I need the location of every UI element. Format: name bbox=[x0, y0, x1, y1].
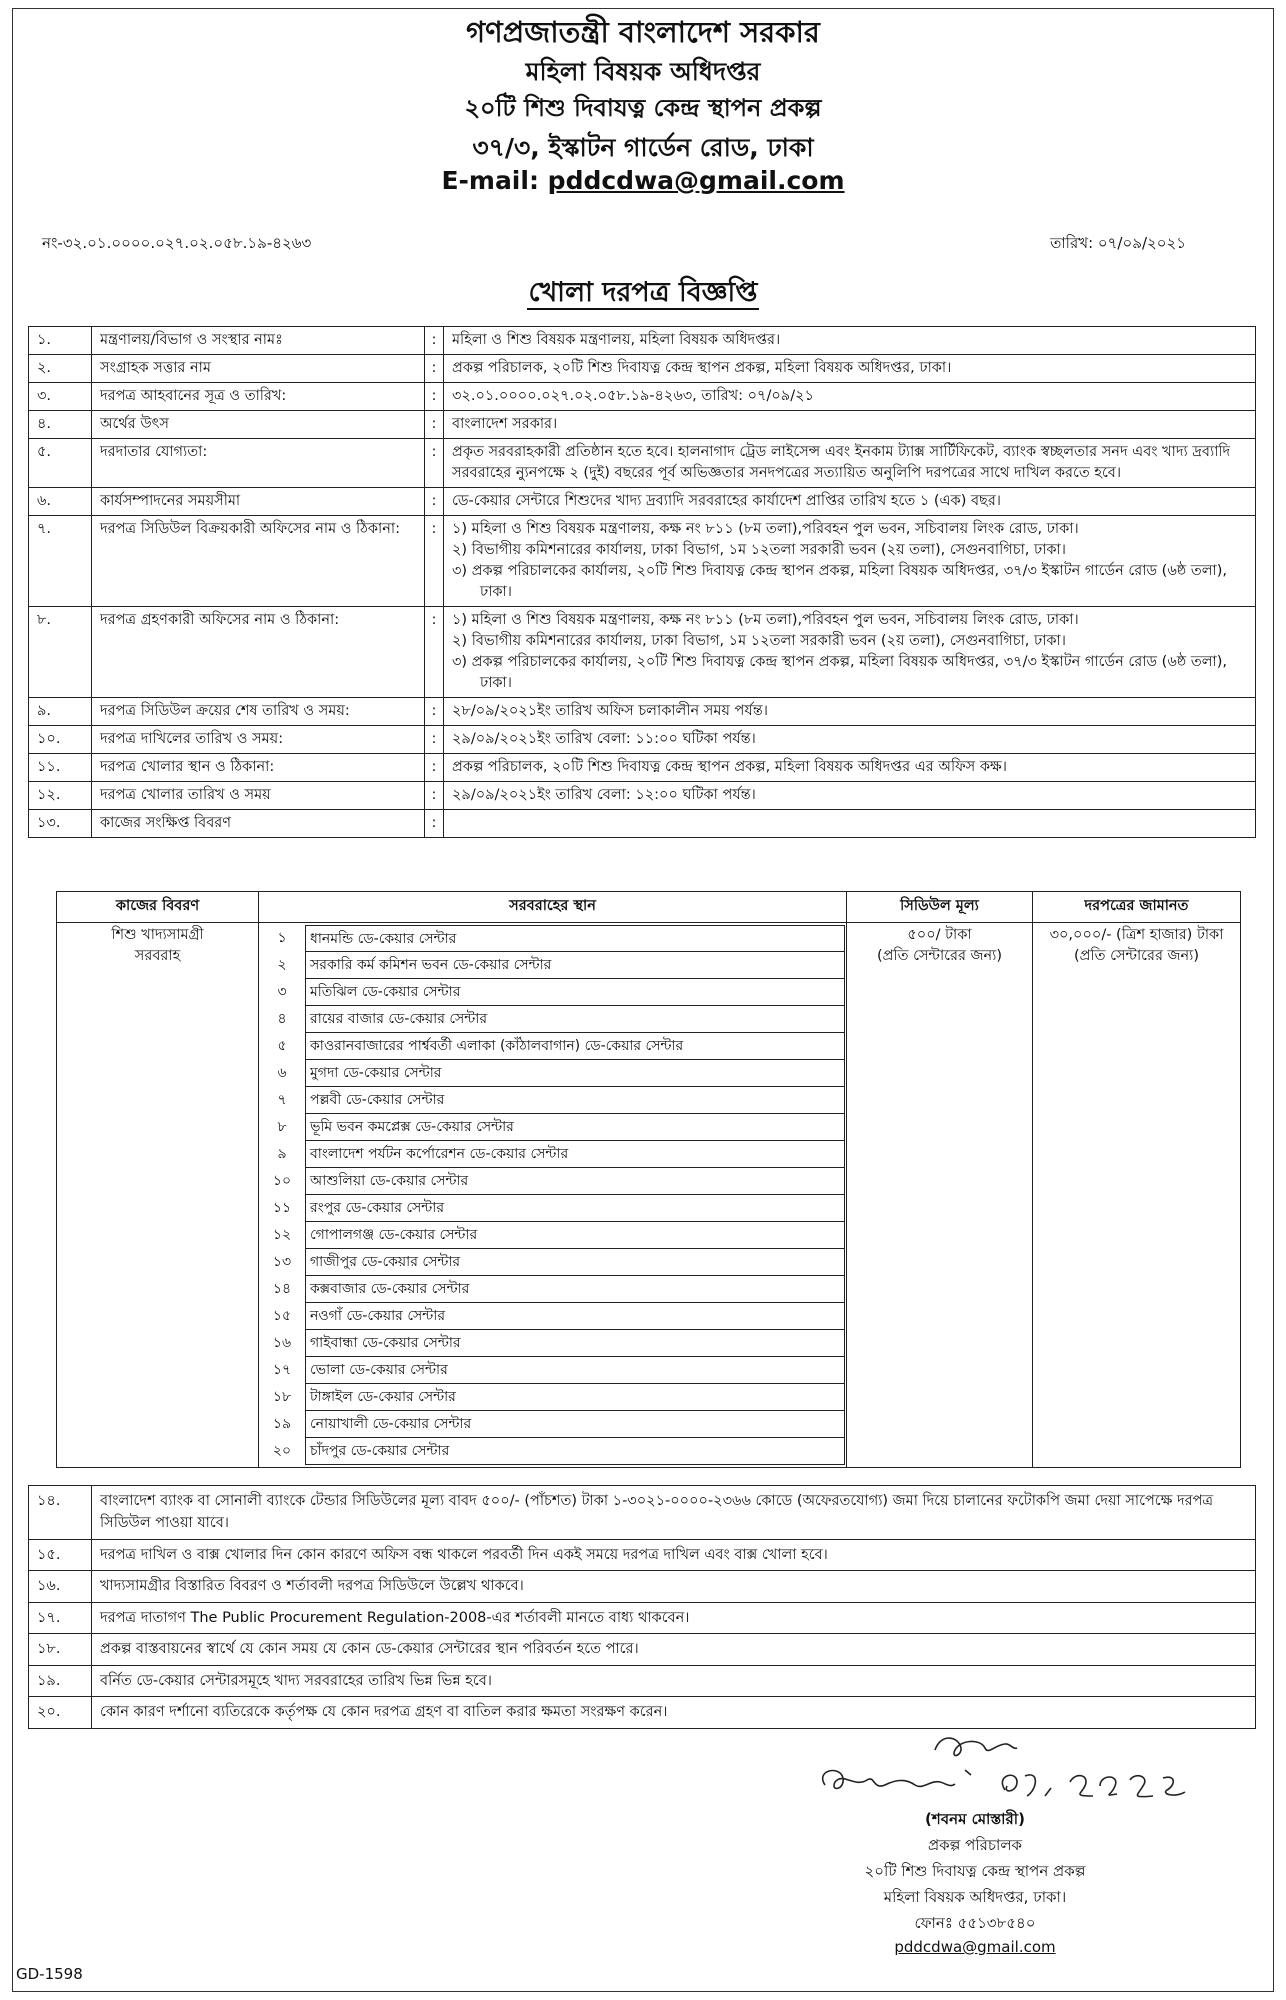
table-row bbox=[29, 1539, 1256, 1570]
security-note: (প্রতি সেন্টারের জন্য) bbox=[1073, 948, 1200, 965]
row-key: দরদাতার যোগ্যতা: bbox=[92, 439, 425, 488]
row-number: ১০. bbox=[29, 726, 92, 754]
header-email-link[interactable]: pddcdwa@gmail.com bbox=[547, 166, 845, 195]
location-number: ৩ bbox=[277, 984, 287, 1001]
table-row bbox=[29, 1602, 1256, 1633]
row-colon: : bbox=[425, 726, 444, 754]
row-colon: : bbox=[425, 411, 444, 439]
list-item bbox=[259, 1276, 846, 1303]
row-colon: : bbox=[425, 383, 444, 411]
row-key: দরপত্র খোলার তারিখ ও সময় bbox=[92, 782, 425, 810]
location-number: ৭ bbox=[277, 1092, 287, 1109]
table-row bbox=[29, 411, 1256, 439]
location-number: ১১ bbox=[272, 1200, 292, 1217]
table-row bbox=[29, 1486, 1256, 1540]
term-number: ১৬. bbox=[29, 1571, 92, 1602]
row-colon: : bbox=[425, 516, 444, 607]
gov-title: গণপ্রজাতন্ত্রী বাংলাদেশ সরকার bbox=[466, 15, 820, 49]
row-key: সংগ্রাহক সত্তার নাম bbox=[92, 355, 425, 383]
terms-table bbox=[28, 1485, 1256, 1729]
location-name: ধানমন্ডি ডে-কেয়ার সেন্টার bbox=[305, 925, 845, 952]
row-colon: : bbox=[425, 810, 444, 838]
location-number: ১৭ bbox=[272, 1362, 292, 1379]
term-number: ১৫. bbox=[29, 1539, 92, 1570]
location-number: ২০ bbox=[272, 1443, 292, 1460]
row-number: ১১. bbox=[29, 754, 92, 782]
location-name: বাংলাদেশ পর্যটন কর্পোরেশন ডে-কেয়ার সেন্টার bbox=[305, 1141, 845, 1168]
table-row bbox=[29, 516, 1256, 607]
list-item bbox=[259, 1249, 846, 1276]
term-text: খাদ্যসামগ্রীর বিস্তারিত বিবরণ ও শর্তাবলী দরপত্র সিডিউলে উল্লেখ থাকবে। bbox=[92, 1571, 1256, 1602]
signatory-phone: ফোনঃ ৫৫১৩৮৫৪০ bbox=[914, 1914, 1036, 1932]
location-name: কক্সবাজার ডে-কেয়ার সেন্টার bbox=[305, 1276, 845, 1303]
sale-office-3: ৩) প্রকল্প পরিচালকের কার্যালয়, ২০টি শিশু দিবাযত্ন কেন্দ্র স্থাপন প্রকল্প, মহিলা বিষয়ক অধিদপ্তর, ৩৭/৩ ইস্কাটন গার্ডেন রোড (৬ষ্ঠ তলা), ঢাকা। bbox=[452, 563, 1227, 601]
notice-title bbox=[0, 272, 1286, 317]
row-value bbox=[444, 516, 1256, 607]
list-item bbox=[259, 1222, 846, 1249]
row-key: কাজের সংক্ষিপ্ত বিবরণ bbox=[92, 810, 425, 838]
row-colon: : bbox=[425, 754, 444, 782]
row-value: ২৮/০৯/২০২১ইং তারিখ অফিস চলাকালীন সময় পর্যন্ত। bbox=[444, 698, 1256, 726]
location-list bbox=[259, 923, 847, 1468]
location-number: ১৪ bbox=[272, 1281, 292, 1298]
document-id: GD-1598 bbox=[16, 1965, 83, 1983]
work-items-table bbox=[56, 891, 1241, 1468]
list-item bbox=[259, 1384, 846, 1411]
row-colon: : bbox=[425, 607, 444, 698]
row-value: ৩২.০১.০০০০.০২৭.০২.০৫৮.১৯-৪২৬৩, তারিখ: ০৭/০৯/২১ bbox=[444, 383, 1256, 411]
col-header-price: সিডিউল মূল্য bbox=[847, 892, 1033, 923]
location-number: ২ bbox=[277, 957, 287, 974]
signatory-department: মহিলা বিষয়ক অধিদপ্তর, ঢাকা। bbox=[883, 1888, 1067, 1906]
signatory-designation: প্রকল্প পরিচালক bbox=[927, 1836, 1022, 1854]
col-header-security: দরপত্রের জামানত bbox=[1033, 892, 1241, 923]
row-number: ১. bbox=[29, 327, 92, 355]
sale-office-2: ২) বিভাগীয় কমিশনারের কার্যালয়, ঢাকা বিভাগ, ১ম ১২তলা সরকারী ভবন (২য় তলা), সেগুনবাগিচা, ঢাকা। bbox=[452, 542, 1066, 559]
row-number: ৬. bbox=[29, 488, 92, 516]
handwritten-signature bbox=[755, 1730, 1235, 1810]
table-row bbox=[29, 1571, 1256, 1602]
table-row bbox=[29, 754, 1256, 782]
row-value: মহিলা ও শিশু বিষয়ক মন্ত্রণালয়, মহিলা বিষয়ক অধিদপ্তর। bbox=[444, 327, 1256, 355]
table-row bbox=[57, 923, 1241, 1468]
location-number: ১৫ bbox=[272, 1308, 292, 1325]
row-number: ৯. bbox=[29, 698, 92, 726]
row-number: ৮. bbox=[29, 607, 92, 698]
row-number: ৭. bbox=[29, 516, 92, 607]
row-key: দরপত্র আহবানের সূত্র ও তারিখ: bbox=[92, 383, 425, 411]
table-row bbox=[29, 383, 1256, 411]
location-name: নওগাঁ ডে-কেয়ার সেন্টার bbox=[305, 1303, 845, 1330]
info-table bbox=[28, 326, 1256, 838]
signatory-project: ২০টি শিশু দিবাযত্ন কেন্দ্র স্থাপন প্রকল্প bbox=[864, 1862, 1086, 1880]
sale-office-1: ১) মহিলা ও শিশু বিষয়ক মন্ত্রণালয়, কক্ষ নং ৮১১ (৮ম তলা),পরিবহন পুল ভবন, সচিবালয় লিংক রোড, ঢাকা। bbox=[452, 521, 1079, 538]
row-value: ২৯/০৯/২০২১ইং তারিখ বেলা: ১২:০০ ঘটিকা পর্যন্ত। bbox=[444, 782, 1256, 810]
table-row bbox=[29, 1665, 1256, 1696]
work-line-1: শিশু খাদ্যসামগ্রী bbox=[111, 927, 204, 943]
list-item bbox=[259, 1438, 846, 1465]
table-row bbox=[29, 1697, 1256, 1728]
table-row bbox=[29, 488, 1256, 516]
email-label: E-mail: bbox=[441, 166, 539, 195]
row-number: ৪. bbox=[29, 411, 92, 439]
row-key: অর্থের উৎস bbox=[92, 411, 425, 439]
term-number: ২০. bbox=[29, 1697, 92, 1728]
list-item bbox=[259, 1357, 846, 1384]
list-item bbox=[259, 1303, 846, 1330]
term-number: ১৮. bbox=[29, 1634, 92, 1665]
location-name: টাঙ্গাইল ডে-কেয়ার সেন্টার bbox=[305, 1384, 845, 1411]
location-name: আশুলিয়া ডে-কেয়ার সেন্টার bbox=[305, 1168, 845, 1195]
table-row bbox=[29, 782, 1256, 810]
location-number: ৮ bbox=[277, 1119, 287, 1136]
term-text: বর্নিত ডে-কেয়ার সেন্টারসমূহে খাদ্য সরবরাহের তারিখ ভিন্ন ভিন্ন হবে। bbox=[92, 1665, 1256, 1696]
location-number: ১০ bbox=[272, 1173, 292, 1190]
term-number: ১৭. bbox=[29, 1602, 92, 1633]
row-key: দরপত্র দাখিলের তারিখ ও সময়: bbox=[92, 726, 425, 754]
location-name: ভোলা ডে-কেয়ার সেন্টার bbox=[305, 1357, 845, 1384]
row-colon: : bbox=[425, 488, 444, 516]
row-number: ৩. bbox=[29, 383, 92, 411]
row-value: প্রকল্প পরিচালক, ২০টি শিশু দিবাযত্ন কেন্দ্র স্থাপন প্রকল্প, মহিলা বিষয়ক অধিদপ্তর, ঢাকা। bbox=[444, 355, 1256, 383]
table-row bbox=[29, 726, 1256, 754]
row-colon: : bbox=[425, 355, 444, 383]
list-item bbox=[259, 1195, 846, 1222]
list-item bbox=[259, 1168, 846, 1195]
directorate-title: মহিলা বিষয়ক অধিদপ্তর bbox=[525, 57, 761, 86]
row-number: ২. bbox=[29, 355, 92, 383]
row-key: দরপত্র খোলার স্থান ও ঠিকানা: bbox=[92, 754, 425, 782]
list-item bbox=[259, 1411, 846, 1438]
location-name: মতিঝিল ডে-কেয়ার সেন্টার bbox=[305, 979, 845, 1006]
location-name: পল্লবী ডে-কেয়ার সেন্টার bbox=[305, 1087, 845, 1114]
memo-number: নং-৩২.০১.০০০০.০২৭.০২.০৫৮.১৯-৪২৬৩ bbox=[42, 234, 312, 252]
col-header-work: কাজের বিবরণ bbox=[57, 892, 259, 923]
price-note: (প্রতি সেন্টারের জন্য) bbox=[876, 948, 1003, 965]
row-colon: : bbox=[425, 782, 444, 810]
location-name: রংপুর ডে-কেয়ার সেন্টার bbox=[305, 1195, 845, 1222]
notice-date: তারিখ: ০৭/০৯/২০২১ bbox=[1050, 234, 1186, 252]
term-text: কোন কারণ দর্শানো ব্যতিরেকে কর্তৃপক্ষ যে কোন দরপত্র গ্রহণ বা বাতিল করার ক্ষমতা সংরক্ষণ করেন। bbox=[92, 1697, 1256, 1728]
signature-block bbox=[755, 1730, 1255, 1956]
receive-office-3: ৩) প্রকল্প পরিচালকের কার্যালয়, ২০টি শিশু দিবাযত্ন কেন্দ্র স্থাপন প্রকল্প, মহিলা বিষয়ক অধিদপ্তর, ৩৭/৩ ইস্কাটন গার্ডেন রোড (৬ষ্ঠ তলা), ঢাকা। bbox=[452, 654, 1227, 692]
work-description bbox=[57, 923, 259, 1468]
location-name: রায়ের বাজার ডে-কেয়ার সেন্টার bbox=[305, 1006, 845, 1033]
location-name: চাঁদপুর ডে-কেয়ার সেন্টার bbox=[305, 1438, 845, 1465]
location-number: ৯ bbox=[277, 1146, 287, 1163]
notice-title-text: খোলা দরপত্র বিজ্ঞপ্তি bbox=[528, 277, 758, 308]
row-key: দরপত্র সিডিউল বিক্রয়কারী অফিসের নাম ও ঠিকানা: bbox=[92, 516, 425, 607]
term-text: বাংলাদেশ ব্যাংক বা সোনালী ব্যাংকে টেন্ডার সিডিউলের মূল্য বাবদ ৫০০/- (পাঁচশত) টাকা ১-৩০২১-০০০০-২৩৬৬ কোডে (অফেরতযোগ্য) জমা দিয়ে চালানের ফটোকপি জমা দেয়া সাপেক্ষে দরপত্র সিডিউল পাওয়া যাবে। bbox=[92, 1486, 1256, 1540]
term-text: দরপত্র দাতাগণ The Public Procurement Regulation-2008-এর শর্তাবলী মানতে বাধ্য থাকবেন। bbox=[92, 1602, 1256, 1633]
table-row bbox=[29, 607, 1256, 698]
row-value: প্রকল্প পরিচালক, ২০টি শিশু দিবাযত্ন কেন্দ্র স্থাপন প্রকল্প, মহিলা বিষয়ক অধিদপ্তর এর অফিস কক্ষ। bbox=[444, 754, 1256, 782]
location-number: ৪ bbox=[277, 1011, 287, 1028]
table-row bbox=[29, 1634, 1256, 1665]
table-row bbox=[29, 810, 1256, 838]
row-colon: : bbox=[425, 327, 444, 355]
table-row bbox=[29, 698, 1256, 726]
location-name: মুগদা ডে-কেয়ার সেন্টার bbox=[305, 1060, 845, 1087]
location-number: ১২ bbox=[272, 1227, 292, 1244]
price-amount: ৫০০/ টাকা bbox=[907, 927, 972, 943]
row-value: ২৯/০৯/২০২১ইং তারিখ বেলা: ১১:০০ ঘটিকা পর্যন্ত। bbox=[444, 726, 1256, 754]
tender-security bbox=[1033, 923, 1241, 1468]
row-value: প্রকৃত সরবরাহকারী প্রতিষ্ঠান হতে হবে। হালনাগাদ ট্রেড লাইসেন্স এবং ইনকাম ট্যাক্স সার্টিফিকেট, ব্যাংক স্বচ্ছলতার সনদ এবং খাদ্য দ্রব্যাদি সরবরাহের ন্যুনপক্ষে ২ (দুই) বছরের পূর্ব অভিজ্ঞতার সনদপত্রের সত্যায়িত অনুলিপি দরপত্রের সাথে দাখিল করতে হবে। bbox=[444, 439, 1256, 488]
list-item bbox=[259, 1330, 846, 1357]
row-number: ১৩. bbox=[29, 810, 92, 838]
signatory-email-link[interactable]: pddcdwa@gmail.com bbox=[894, 1938, 1056, 1956]
location-number: ৬ bbox=[277, 1065, 287, 1082]
table-row bbox=[29, 355, 1256, 383]
location-number: ১ bbox=[277, 930, 287, 947]
location-name: গাজীপুর ডে-কেয়ার সেন্টার bbox=[305, 1249, 845, 1276]
row-colon: : bbox=[425, 698, 444, 726]
list-item bbox=[259, 1006, 846, 1033]
list-item bbox=[259, 979, 846, 1006]
location-name: গাইবান্ধা ডে-কেয়ার সেন্টার bbox=[305, 1330, 845, 1357]
location-name: গোপালগঞ্জ ডে-কেয়ার সেন্টার bbox=[305, 1222, 845, 1249]
row-key: দরপত্র সিডিউল ক্রয়ের শেষ তারিখ ও সময়: bbox=[92, 698, 425, 726]
term-number: ১৯. bbox=[29, 1665, 92, 1696]
list-item bbox=[259, 925, 846, 952]
location-number: ১৮ bbox=[272, 1389, 292, 1406]
row-colon: : bbox=[425, 439, 444, 488]
list-item bbox=[259, 1087, 846, 1114]
project-title: ২০টি শিশু দিবাযত্ন কেন্দ্র স্থাপন প্রকল্প bbox=[464, 94, 822, 122]
list-item bbox=[259, 952, 846, 979]
row-value bbox=[444, 607, 1256, 698]
term-text: প্রকল্প বাস্তবায়নের স্বার্থে যে কোন সময় যে কোন ডে-কেয়ার সেন্টারের স্থান পরিবর্তন হতে পারে। bbox=[92, 1634, 1256, 1665]
row-key: কার্যসম্পাদনের সময়সীমা bbox=[92, 488, 425, 516]
address-line: ৩৭/৩, ইস্কাটন গার্ডেন রোড, ঢাকা bbox=[472, 133, 814, 162]
location-number: ৫ bbox=[277, 1038, 287, 1055]
receive-office-1: ১) মহিলা ও শিশু বিষয়ক মন্ত্রণালয়, কক্ষ নং ৮১১ (৮ম তলা),পরিবহন পুল ভবন, সচিবালয় লিংক রোড, ঢাকা। bbox=[452, 612, 1079, 629]
table-row bbox=[29, 439, 1256, 488]
row-number: ১২. bbox=[29, 782, 92, 810]
table-header-row bbox=[57, 892, 1241, 923]
location-name: সরকারি কর্ম কমিশন ভবন ডে-কেয়ার সেন্টার bbox=[305, 952, 845, 979]
row-key: মন্ত্রণালয়/বিভাগ ও সংস্থার নামঃ bbox=[92, 327, 425, 355]
term-number: ১৪. bbox=[29, 1486, 92, 1540]
list-item bbox=[259, 1141, 846, 1168]
receive-office-2: ২) বিভাগীয় কমিশনারের কার্যালয়, ঢাকা বিভাগ, ১ম ১২তলা সরকারী ভবন (২য় তলা), সেগুনবাগিচা, ঢাকা। bbox=[452, 633, 1066, 650]
work-line-2: সরবরাহ bbox=[134, 948, 181, 965]
location-name: কাওরানবাজারের পার্শ্ববর্তী এলাকা (কাঁঠালবাগান) ডে-কেয়ার সেন্টার bbox=[305, 1033, 845, 1060]
location-name: নোয়াখালী ডে-কেয়ার সেন্টার bbox=[305, 1411, 845, 1438]
signatory-name: (শবনম মোস্তারী) bbox=[925, 1810, 1025, 1828]
location-number: ১৬ bbox=[272, 1335, 292, 1352]
list-item bbox=[259, 1033, 846, 1060]
schedule-price bbox=[847, 923, 1033, 1468]
list-item bbox=[259, 1114, 846, 1141]
table-row bbox=[29, 327, 1256, 355]
location-name: ভূমি ভবন কমপ্লেক্স ডে-কেয়ার সেন্টার bbox=[305, 1114, 845, 1141]
row-number: ৫. bbox=[29, 439, 92, 488]
col-header-location: সরবরাহের স্থান bbox=[259, 892, 847, 923]
security-amount: ৩০,০০০/- (ত্রিশ হাজার) টাকা bbox=[1049, 927, 1224, 943]
row-value: ডে-কেয়ার সেন্টারে শিশুদের খাদ্য দ্রব্যাদি সরবরাহের কার্যাদেশ প্রাপ্তির তারিখ হতে ১ (এক) বছর। bbox=[444, 488, 1256, 516]
header-email-line bbox=[0, 166, 1286, 195]
term-text: দরপত্র দাখিল ও বাক্স খোলার দিন কোন কারণে অফিস বন্ধ থাকলে পরবর্তী দিন একই সময়ে দরপত্র দাখিল এবং বাক্স খোলা হবে। bbox=[92, 1539, 1256, 1570]
location-number: ১৩ bbox=[272, 1254, 292, 1271]
list-item bbox=[259, 1060, 846, 1087]
row-key: দরপত্র গ্রহণকারী অফিসের নাম ও ঠিকানা: bbox=[92, 607, 425, 698]
row-value: বাংলাদেশ সরকার। bbox=[444, 411, 1256, 439]
location-number: ১৯ bbox=[272, 1416, 292, 1433]
row-value bbox=[444, 810, 1256, 838]
